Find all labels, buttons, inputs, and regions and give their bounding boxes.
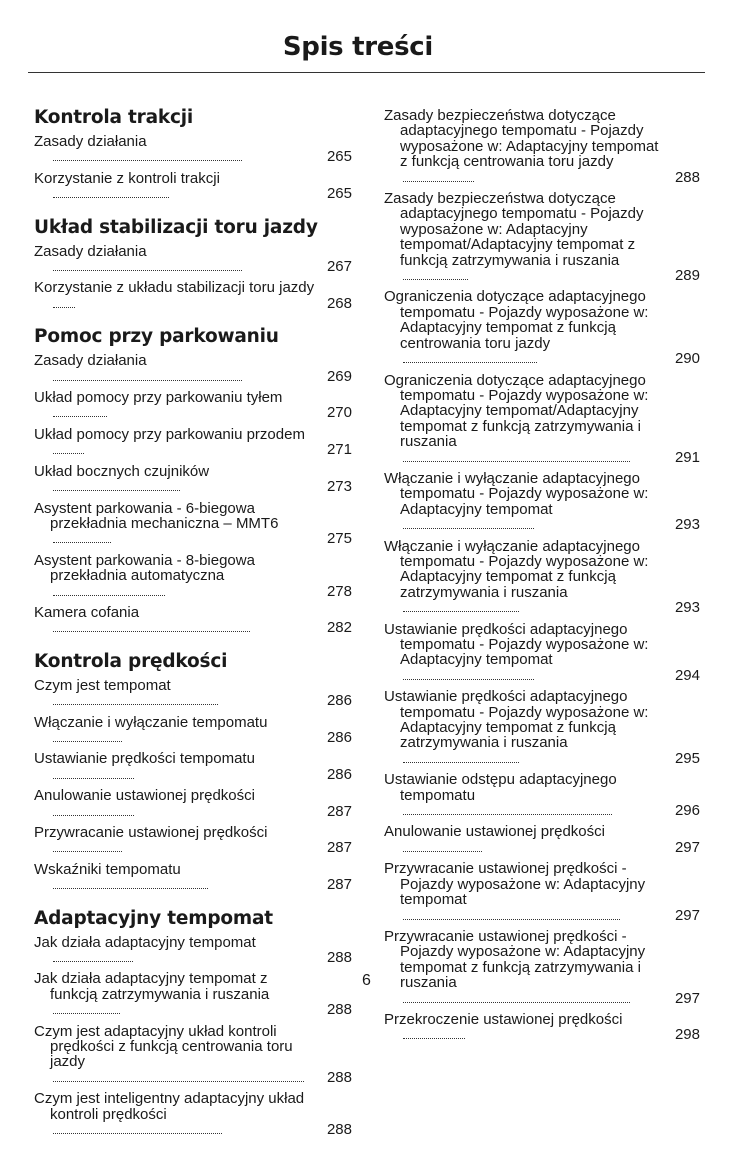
toc-entry-title: Korzystanie z kontroli trakcji <box>34 169 220 187</box>
toc-entry[interactable] <box>34 171 352 202</box>
toc-entry-title: Asystent parkowania - 8-biegowa przekładnia automatyczna <box>34 551 255 585</box>
section-heading: Kontrola prędkości <box>34 650 228 672</box>
dot-leader <box>53 1133 222 1134</box>
dot-leader <box>53 270 242 271</box>
toc-entry[interactable] <box>34 134 352 165</box>
toc-entry-page: 298 <box>674 1026 700 1044</box>
toc-entry-title: Wskaźniki tempomatu <box>34 860 181 878</box>
toc-entry-title: Jak działa adaptacyjny tempomat <box>34 933 256 951</box>
dot-leader <box>53 704 218 705</box>
page-number: 6 <box>362 972 371 989</box>
toc-entry-page: 287 <box>326 839 352 857</box>
toc-entry-page: 288 <box>326 1121 352 1139</box>
toc-entry-title: Ustawianie prędkości tempomatu <box>34 750 255 768</box>
toc-entry-page: 294 <box>674 666 700 684</box>
dot-leader <box>53 1013 120 1014</box>
dot-leader <box>53 197 169 198</box>
toc-entry-page: 286 <box>326 765 352 783</box>
dot-leader <box>53 815 134 816</box>
section-heading: Kontrola trakcji <box>34 107 194 128</box>
toc-entry-page: 265 <box>326 148 352 166</box>
toc-entry-page: 265 <box>326 185 352 203</box>
toc-entry-title: Przywracanie ustawionej prędkości <box>34 824 268 841</box>
title-divider <box>28 72 705 73</box>
toc-entry-title: Układ pomocy przy parkowaniu tyłem <box>34 389 283 407</box>
toc-entry[interactable] <box>384 1012 700 1043</box>
toc-entry[interactable] <box>34 1024 352 1086</box>
dot-leader <box>403 279 468 280</box>
page-title: Spis treści <box>282 32 433 62</box>
toc-entry[interactable] <box>384 289 700 366</box>
toc-entry[interactable] <box>34 862 352 893</box>
dot-leader <box>403 611 519 612</box>
dot-leader <box>403 1038 465 1039</box>
toc-entry[interactable] <box>34 678 352 709</box>
toc-entry-page: 295 <box>674 749 700 767</box>
toc-entry-page: 297 <box>674 838 700 856</box>
toc-entry-page: 293 <box>674 599 700 617</box>
toc-entry-title: Czym jest tempomat <box>34 676 171 694</box>
toc-entry[interactable] <box>384 824 700 855</box>
toc-entry-page: 297 <box>674 906 700 924</box>
dot-leader <box>53 851 122 852</box>
dot-leader <box>53 961 133 962</box>
toc-entry[interactable] <box>34 1091 352 1137</box>
toc-entry-title: Przekroczenie ustawionej prędkości <box>384 1010 623 1028</box>
toc-entry[interactable] <box>34 427 352 458</box>
toc-entry-title: Kamera cofania <box>34 603 140 621</box>
toc-entry-title: Czym jest inteligentny adaptacyjny układ kontroli prędkości <box>34 1090 305 1123</box>
dot-leader <box>53 380 242 381</box>
toc-entry-page: 286 <box>326 728 352 746</box>
toc-entry-page: 297 <box>674 989 700 1007</box>
toc-entry-title: Anulowanie ustawionej prędkości <box>34 787 255 805</box>
toc-entry-page: 289 <box>674 267 700 285</box>
toc-entry-page: 288 <box>326 1068 352 1086</box>
dot-leader <box>53 778 134 779</box>
toc-entry[interactable] <box>34 390 352 421</box>
dot-leader <box>403 762 519 763</box>
toc-section <box>34 327 352 636</box>
toc-entry-page: 267 <box>326 258 352 276</box>
dot-leader <box>53 631 250 632</box>
toc-entry-title: Ustawianie odstępu adaptacyjnego tempomatu <box>384 771 617 804</box>
dot-leader <box>403 181 474 182</box>
toc-entry-title: Przywracanie ustawionej prędkości - Pojazdy wyposażone w: Adaptacyjny tempomat <box>384 860 646 909</box>
toc-entry-page: 282 <box>326 619 352 637</box>
toc-entry-page: 296 <box>674 802 700 820</box>
toc-entry-page: 293 <box>674 516 700 534</box>
toc-entry-title: Włączanie i wyłączanie tempomatu <box>34 713 268 731</box>
toc-entry-page: 273 <box>326 478 352 496</box>
toc-entry[interactable] <box>384 471 700 533</box>
toc-entry[interactable] <box>34 501 352 547</box>
toc-left-column <box>34 108 352 1154</box>
toc-entry[interactable] <box>384 929 700 1006</box>
toc-entry-page: 288 <box>326 1001 352 1019</box>
dot-leader <box>53 741 122 742</box>
toc-entry[interactable] <box>34 935 352 966</box>
toc-section <box>34 652 352 893</box>
toc-entry-title: Zasady działania <box>34 352 147 370</box>
toc-entry[interactable] <box>384 539 700 616</box>
toc-entry-title: Asystent parkowania - 6-biegowa przekładnia mechaniczna – MMT6 <box>34 499 279 532</box>
dot-leader <box>403 461 630 462</box>
toc-entry-title: Zasady działania <box>34 133 147 150</box>
toc-entry[interactable] <box>384 108 700 185</box>
toc-entry-title: Zasady działania <box>34 242 147 260</box>
dot-leader <box>53 888 208 889</box>
dot-leader <box>403 679 534 680</box>
dot-leader <box>403 528 534 529</box>
toc-entry-title: Jak działa adaptacyjny tempomat z funkcją zatrzymywania i ruszania <box>34 970 270 1003</box>
dot-leader <box>53 595 165 596</box>
toc-entry-title: Anulowanie ustawionej prędkości <box>384 823 605 841</box>
toc-entry[interactable] <box>34 715 352 746</box>
toc-section <box>34 909 352 1138</box>
toc-entry-page: 269 <box>326 367 352 385</box>
toc-entry[interactable] <box>34 788 352 819</box>
dot-leader <box>403 814 612 815</box>
toc-entry[interactable] <box>384 191 700 283</box>
toc-entry-title: Korzystanie z układu stabilizacji toru jazdy <box>34 279 315 297</box>
toc-entry-page: 291 <box>674 448 700 466</box>
toc-entry-page: 268 <box>326 294 352 312</box>
dot-leader <box>53 542 111 543</box>
toc-entry-title: Czym jest adaptacyjny układ kontroli prędkości z funkcją centrowania toru jazdy <box>34 1022 293 1071</box>
section-heading: Pomoc przy parkowaniu <box>34 326 279 348</box>
dot-leader <box>403 362 537 363</box>
toc-entry[interactable] <box>34 464 352 495</box>
toc-entry-page: 271 <box>326 441 352 459</box>
toc-entry[interactable] <box>34 751 352 782</box>
toc-entry[interactable] <box>34 971 352 1017</box>
toc-entry[interactable] <box>34 605 352 636</box>
dot-leader <box>53 307 75 308</box>
toc-entry[interactable] <box>384 689 700 766</box>
dot-leader <box>53 1081 304 1082</box>
toc-entry[interactable] <box>384 861 700 923</box>
section-heading: Układ stabilizacji toru jazdy <box>34 216 318 238</box>
toc-entry[interactable] <box>34 280 352 311</box>
dot-leader <box>53 416 107 417</box>
section-heading: Adaptacyjny tempomat <box>34 907 273 929</box>
toc-entry[interactable] <box>384 373 700 465</box>
toc-entry-title: Ustawianie prędkości adaptacyjnego tempomatu - Pojazdy wyposażone w: Adaptacyjny tempomat <box>384 620 649 669</box>
toc-entry-page: 270 <box>326 404 352 422</box>
toc-entry[interactable] <box>34 825 352 856</box>
toc-entry-title: Włączanie i wyłączanie adaptacyjnego tempomatu - Pojazdy wyposażone w: Adaptacyjny tempomat z funkcją zatrzymywania i ruszania <box>384 537 649 601</box>
toc-entry[interactable] <box>384 622 700 684</box>
toc-entry-title: Przywracanie ustawionej prędkości - Pojazdy wyposażone w: Adaptacyjny tempomat z funkcją zatrzymywania i ruszania <box>384 927 646 992</box>
toc-entry-page: 290 <box>674 350 700 368</box>
toc-entry-title: Ustawianie prędkości adaptacyjnego tempomatu - Pojazdy wyposażone w: Adaptacyjny tempomat z funkcją zatrzymywania i ruszania <box>384 688 649 752</box>
toc-entry[interactable] <box>34 353 352 384</box>
toc-entry[interactable] <box>34 553 352 599</box>
toc-entry-page: 275 <box>326 530 352 548</box>
toc-entry-title: Włączanie i wyłączanie adaptacyjnego tempomatu - Pojazdy wyposażone w: Adaptacyjny tempomat <box>384 469 649 518</box>
dot-leader <box>403 1002 630 1003</box>
toc-entry[interactable] <box>384 772 700 818</box>
dot-leader <box>403 851 482 852</box>
dot-leader <box>53 453 84 454</box>
toc-section <box>34 218 352 312</box>
toc-entry-title: Zasady bezpieczeństwa dotyczące adaptacyjnego tempomatu - Pojazdy wyposażone w: Adaptacyjny tempomat/Adaptacyjny tempomat z funkcją zatrzymywania i ruszania <box>384 190 644 269</box>
dot-leader <box>53 160 242 161</box>
toc-entry-title: Ograniczenia dotyczące adaptacyjnego tempomatu - Pojazdy wyposażone w: Adaptacyjny tempomat/Adaptacyjny tempomat z funkcją zatrzymywania i ruszania <box>384 371 649 451</box>
toc-section <box>34 108 352 202</box>
toc-entry-title: Zasady bezpieczeństwa dotyczące adaptacyjnego tempomatu - Pojazdy wyposażone w: Adaptacyjny tempomat z funkcją centrowania toru jazdy <box>384 107 659 171</box>
toc-entry-page: 278 <box>326 582 352 600</box>
toc-entry-title: Układ pomocy przy parkowaniu przodem <box>34 425 305 443</box>
toc-entry-page: 287 <box>326 802 352 820</box>
toc-entry[interactable] <box>34 244 352 275</box>
toc-entry-page: 286 <box>326 692 352 710</box>
toc-entry-page: 287 <box>326 876 352 894</box>
toc-entry-title: Ograniczenia dotyczące adaptacyjnego tempomatu - Pojazdy wyposażone w: Adaptacyjny tempomat z funkcją centrowania toru jazdy <box>384 288 649 352</box>
toc-entry-page: 288 <box>326 949 352 967</box>
toc-entry-page: 288 <box>674 168 700 186</box>
toc-entry-title: Układ bocznych czujników <box>34 462 210 480</box>
dot-leader <box>403 919 620 920</box>
toc-right-column <box>384 108 700 1049</box>
dot-leader <box>53 490 180 491</box>
